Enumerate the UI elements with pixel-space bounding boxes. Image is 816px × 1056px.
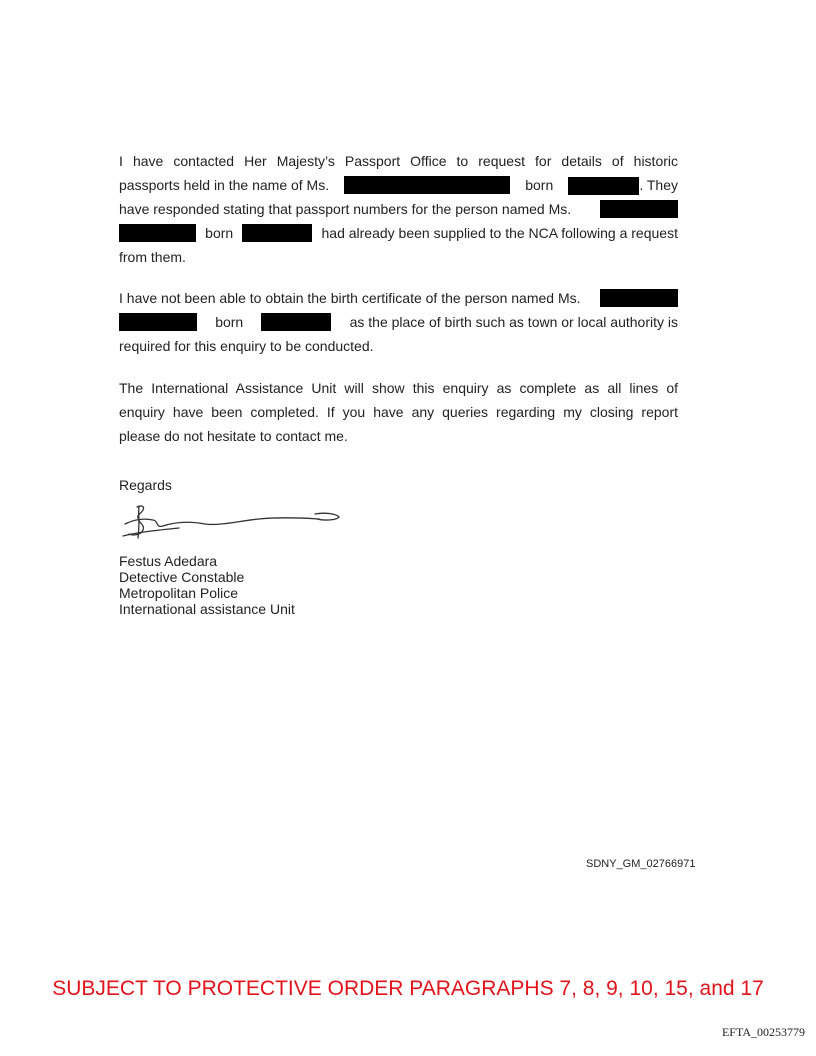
protective-order-notice: SUBJECT TO PROTECTIVE ORDER PARAGRAPHS 7, 8, 9, 10, 15, and 17: [52, 977, 764, 1000]
redaction-box: [119, 313, 197, 331]
redaction-box: [261, 313, 331, 331]
text-line-content: enquiry have been completed. If you have any queries regarding my closing report: [119, 404, 678, 420]
text-line: [119, 245, 678, 269]
text-line-content: I have contacted Her Majesty’s Passport Office to request for details of historic: [119, 153, 678, 169]
text-segment: from them.: [119, 249, 186, 265]
signature-block: [119, 553, 295, 617]
redaction-box: [119, 224, 196, 242]
text-line: [119, 149, 678, 173]
text-line-content: The International Assistance Unit will show this enquiry as complete as all lines of: [119, 380, 678, 396]
redaction-box: [600, 200, 678, 218]
text-line: [119, 334, 678, 358]
text-line-content: please do not hesitate to contact me.: [119, 428, 348, 444]
text-segment: born: [525, 177, 554, 193]
text-segment: born: [215, 314, 244, 330]
text-segment: born: [205, 225, 234, 241]
text-segment: required for this enquiry to be conducted.: [119, 338, 374, 354]
text-segment: passports held in the name of Ms.: [119, 177, 330, 193]
redaction-box: [600, 289, 678, 307]
text-line: [119, 286, 678, 310]
text-segment: as the place of birth such as town or local authority is: [349, 314, 678, 330]
bates-number: SDNY_GM_02766971: [586, 858, 696, 870]
text-segment: I have not been able to obtain the birth certificate of the person named Ms.: [119, 290, 581, 306]
text-line: [119, 173, 678, 197]
signatory-name: Festus Adedara: [119, 553, 218, 569]
text-segment: have responded stating that passport numbers for the person named Ms.: [119, 201, 572, 217]
text-line: [119, 221, 678, 245]
text-line: [119, 376, 678, 400]
redaction-box: [344, 176, 510, 194]
signatory-rank: Detective Constable: [119, 569, 245, 585]
signatory-force: Metropolitan Police: [119, 585, 239, 601]
text-segment-group: [568, 173, 678, 197]
efta-number: EFTA_00253779: [721, 1025, 805, 1039]
text-segment: . They: [639, 177, 678, 193]
closing-salutation: Regards: [119, 477, 172, 493]
signatory-unit: International assistance Unit: [119, 601, 295, 617]
handwritten-signature: [119, 502, 349, 544]
redaction-box: [242, 224, 312, 242]
text-line: [119, 310, 678, 334]
text-line: [119, 197, 678, 221]
text-line: [119, 400, 678, 424]
redaction-box: [568, 177, 639, 195]
text-line: [119, 424, 678, 448]
text-segment: had already been supplied to the NCA following a request: [321, 225, 678, 241]
